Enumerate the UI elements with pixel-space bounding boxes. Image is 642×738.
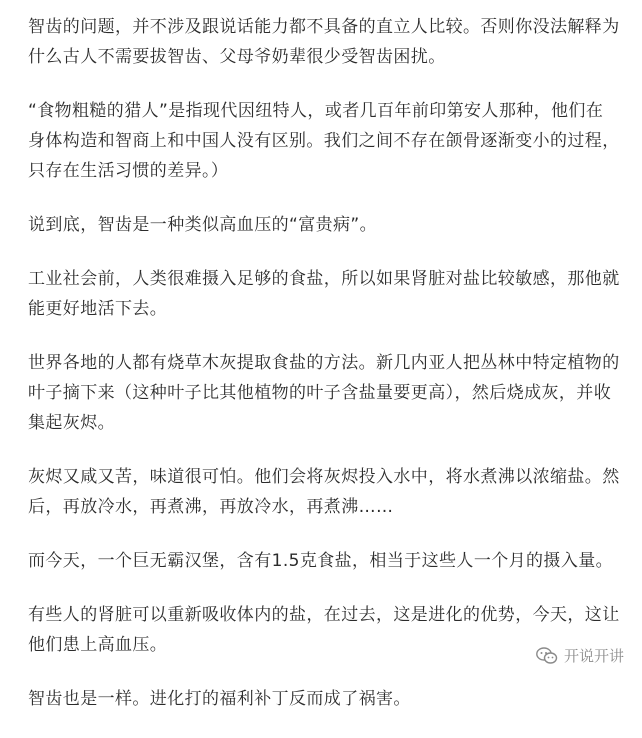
source-watermark [536,645,624,666]
paragraph-1: 智齿的问题，并不涉及跟说话能力都不具备的直立人比较。否则你没法解释为什么古人不需要拔智齿、父母爷奶辈很少受智齿困扰。 [28,17,620,67]
article-body [28,12,620,738]
wechat-icon [536,647,558,665]
watermark-text: 开说开讲 [563,647,624,665]
paragraph-6: 灰烬又咸又苦，味道很可怕。他们会将灰烬投入水中，将水煮沸以浓缩盐。然后，再放冷水，再煮沸，再放冷水，再煮沸…… [28,467,620,517]
paragraph-7: 而今天，一个巨无霸汉堡，含有1.5克食盐，相当于这些人一个月的摄入量。 [28,551,614,571]
paragraph-2: “食物粗糙的猎人”是指现代因纽特人，或者几百年前印第安人那种，他们在身体构造和智商上和中国人没有区别。我们之间不存在颌骨逐渐变小的过程，只存在生活习惯的差异。） [28,101,620,181]
paragraph-4: 工业社会前，人类很难摄入足够的食盐，所以如果肾脏对盐比较敏感，那他就能更好地活下去。 [28,269,620,319]
paragraph-3: 说到底，智齿是一种类似高血压的“富贵病”。 [28,215,378,235]
paragraph-5: 世界各地的人都有烧草木灰提取食盐的方法。新几内亚人把丛林中特定植物的叶子摘下来（这种叶子比其他植物的叶子含盐量要更高），然后烧成灰，并收集起灰烬。 [28,353,620,433]
paragraph-9: 智齿也是一样。进化打的福利补丁反而成了祸害。 [28,689,411,709]
paragraph-8: 有些人的肾脏可以重新吸收体内的盐，在过去，这是进化的优势，今天，这让他们患上高血压。 [28,605,620,655]
